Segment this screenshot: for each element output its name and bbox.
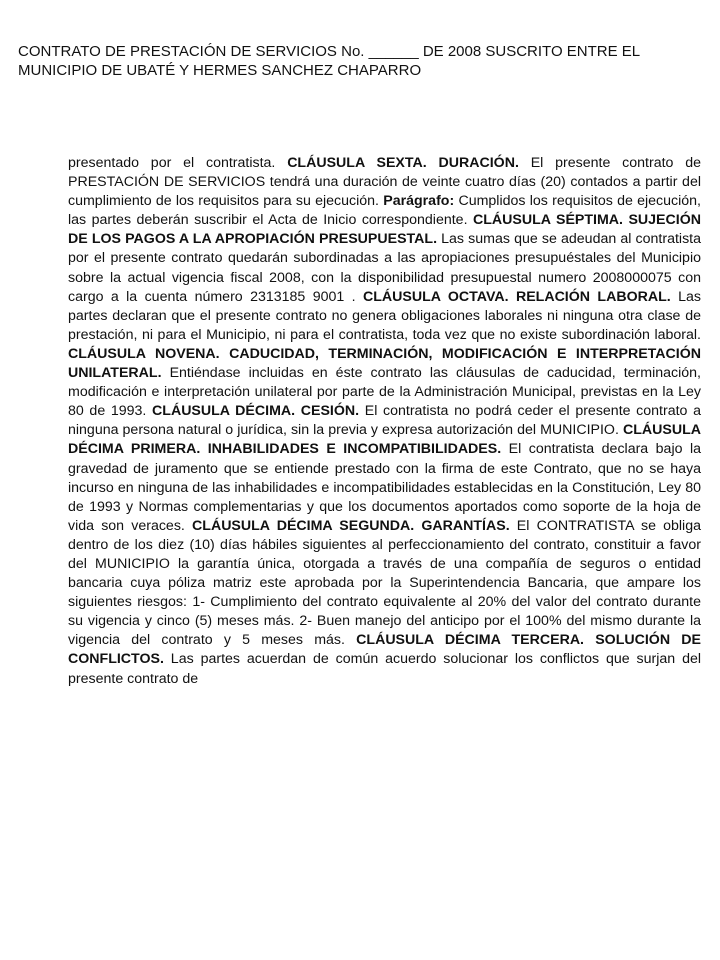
text-segment: El presente contrato de PRESTACIÓN DE SERVICIOS tendrá una duración de veinte cuatro días (20) contados a partir del cumplimiento de los requisitos para su ejecución. [68,155,702,210]
text-segment: Las sumas que se adeudan al contratista por el presente contrato quedarán subordinadas a las apropiaciones presupuéstales del Municipio sobre la actual vigencia fiscal 2008, con la disponibilidad presupuestal numero 2008000075 con cargo a la cuenta número 2313185 9001 . [68,231,701,305]
clause-septima-heading: CLÁUSULA SÉPTIMA. SUJECIÓN DE LOS PAGOS A LA APROPIACIÓN PRESUPUESTAL. [68,212,701,248]
text-segment: El contratista declara bajo la gravedad de juramento que se entiende prestado con la firma de este Contrato, que no se haya incurso en ninguna de las inhabilidades e incompatibilidades establecidas en la Constitución, Ley 80 de 1993 y Normas complementarias y que los documentos aportados como soporte de la hoja de vida son veraces. [68,441,701,534]
clause-novena-heading: CLÁUSULA NOVENA. CADUCIDAD, TERMINACIÓN, MODIFICACIÓN E INTERPRETACIÓN UNILATERAL. [68,345,701,382]
text-segment: Las partes acuerdan de común acuerdo solucionar los conflictos que surjan del presente contrato de [68,651,701,687]
text-segment: presentado por el contratista. [68,155,288,171]
contract-body [68,154,701,689]
clause-decima-heading: CLÁUSULA DÉCIMA. CESIÓN. [152,403,360,420]
clause-decima-primera-heading: CLÁUSULA DÉCIMA PRIMERA. INHABILIDADES E INCOMPATIBILIDADES. [68,422,701,458]
text-segment: Cumplidos los requisitos de ejecución, las partes deberán suscribir el Acta de Inicio correspondiente. [68,193,701,229]
paragrafo-label: Parágrafo: [383,193,455,210]
clause-octava-heading: CLÁUSULA OCTAVA. RELACIÓN LABORAL. [362,288,671,305]
header-line-1: CONTRATO DE PRESTACIÓN DE SERVICIOS No. ______ DE 2008 SUSCRITO ENTRE EL [18,43,641,60]
text-segment: Las partes declaran que el presente contrato no genera obligaciones laborales ni ninguna otra clase de prestación, ni para el Municipio, ni para el contratista, toda vez que no existe subordinación laboral. [68,288,701,343]
document-header [18,42,698,80]
text-segment: Entiéndase incluidas en éste contrato las cláusulas de caducidad, terminación, modificación e interpretación unilateral por parte de la Administración Municipal, previstas en la Ley 80 de 1993. [68,365,701,420]
text-segment: El contratista no podrá ceder el presente contrato a ninguna persona natural o jurídica, sin la previa y expresa autorización del MUNICIPIO. [68,403,701,439]
clause-sexta-heading: CLÁUSULA SEXTA. DURACIÓN. [287,155,519,171]
header-line-2: MUNICIPIO DE UBATÉ Y HERMES SANCHEZ CHAPARRO [18,62,422,79]
clause-decima-tercera-heading: CLÁUSULA DÉCIMA TERCERA. SOLUCIÓN DE CONFLICTOS. [68,632,701,668]
text-segment: El CONTRATISTA se obliga dentro de los diez (10) días hábiles siguientes al perfeccionamiento del contrato, constituir a favor del MUNICIPIO la garantía única, otorgada a través de una compañía de seguros o entidad bancaria cuya póliza matriz este aprobada por la Superintendencia Bancaria, que ampare los siguientes riesgos: 1- Cumplimiento del contrato equivalente al 20% del valor del contrato durante su vigencia y cinco (5) meses más. 2- Buen manejo del anticipo por el 100% del mismo durante la vigencia del contrato y 5 meses más. [68,517,701,649]
clause-decima-segunda-heading: CLÁUSULA DÉCIMA SEGUNDA. GARANTÍAS. [192,517,510,534]
